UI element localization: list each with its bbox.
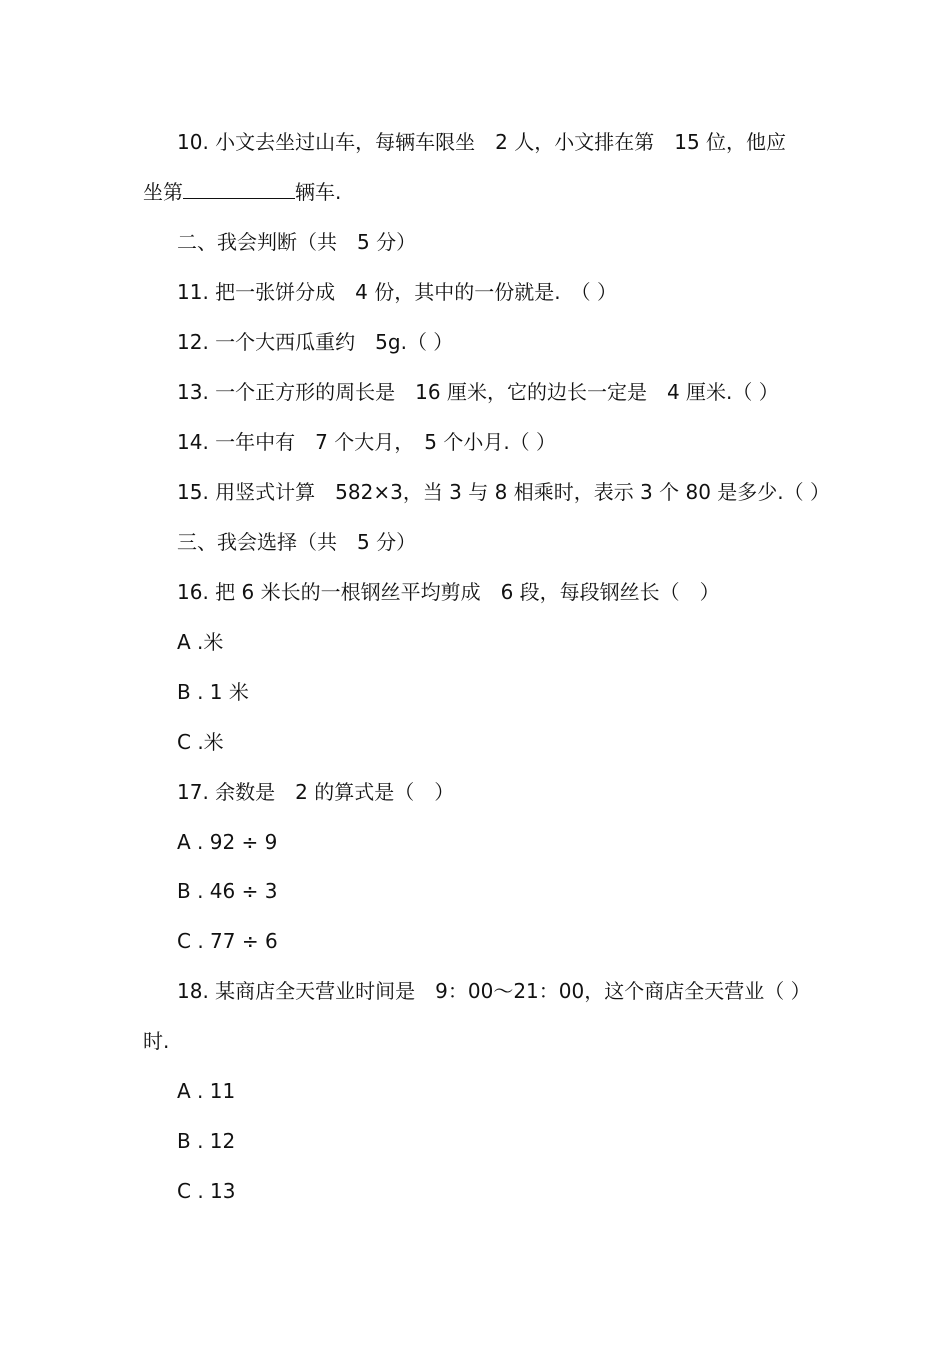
question-17-stem: 17. 余数是 2 的算式是（ ） <box>177 780 455 804</box>
question-17-option-c: C . 77 ÷ 6 <box>177 929 278 953</box>
question-11: 11. 把一张饼分成 4 份，其中的一份就是. （ ） <box>177 280 617 304</box>
question-12: 12. 一个大西瓜重约 5g.（ ） <box>177 330 454 354</box>
question-10-prefix: 坐第 <box>143 180 183 204</box>
question-16-option-a: A .米 <box>177 630 224 654</box>
question-14: 14. 一年中有 7 个大月， 5 个小月.（ ） <box>177 430 557 454</box>
question-17-option-b: B . 46 ÷ 3 <box>177 879 278 903</box>
answer-blank[interactable] <box>183 178 295 199</box>
question-18-option-a: A . 11 <box>177 1079 236 1103</box>
question-10-line1: 10. 小文去坐过山车，每辆车限坐 2 人，小文排在第 15 位，他应 <box>177 130 787 154</box>
question-18-stem-line2: 时. <box>143 1029 170 1053</box>
question-15: 15. 用竖式计算 582×3，当 3 与 8 相乘时，表示 3 个 80 是多少.（ ） <box>177 480 831 504</box>
question-17-option-a: A . 92 ÷ 9 <box>177 830 278 854</box>
question-16-stem: 16. 把 6 米长的一根钢丝平均剪成 6 段，每段钢丝长（ ） <box>177 580 720 604</box>
question-13: 13. 一个正方形的周长是 16 厘米，它的边长一定是 4 厘米.（ ） <box>177 380 779 404</box>
question-16-option-c: C .米 <box>177 730 224 754</box>
question-18-stem-line1: 18. 某商店全天营业时间是 9：00～21：00，这个商店全天营业（ ） <box>177 979 811 1003</box>
question-18-option-c: C . 13 <box>177 1179 236 1203</box>
question-10-suffix: 辆车. <box>295 180 342 204</box>
question-10-line2 <box>143 178 341 206</box>
question-18-option-b: B . 12 <box>177 1129 236 1153</box>
section-2-heading: 二、我会判断（共 5 分） <box>177 230 417 254</box>
section-3-heading: 三、我会选择（共 5 分） <box>177 530 417 554</box>
question-16-option-b: B . 1 米 <box>177 680 249 704</box>
